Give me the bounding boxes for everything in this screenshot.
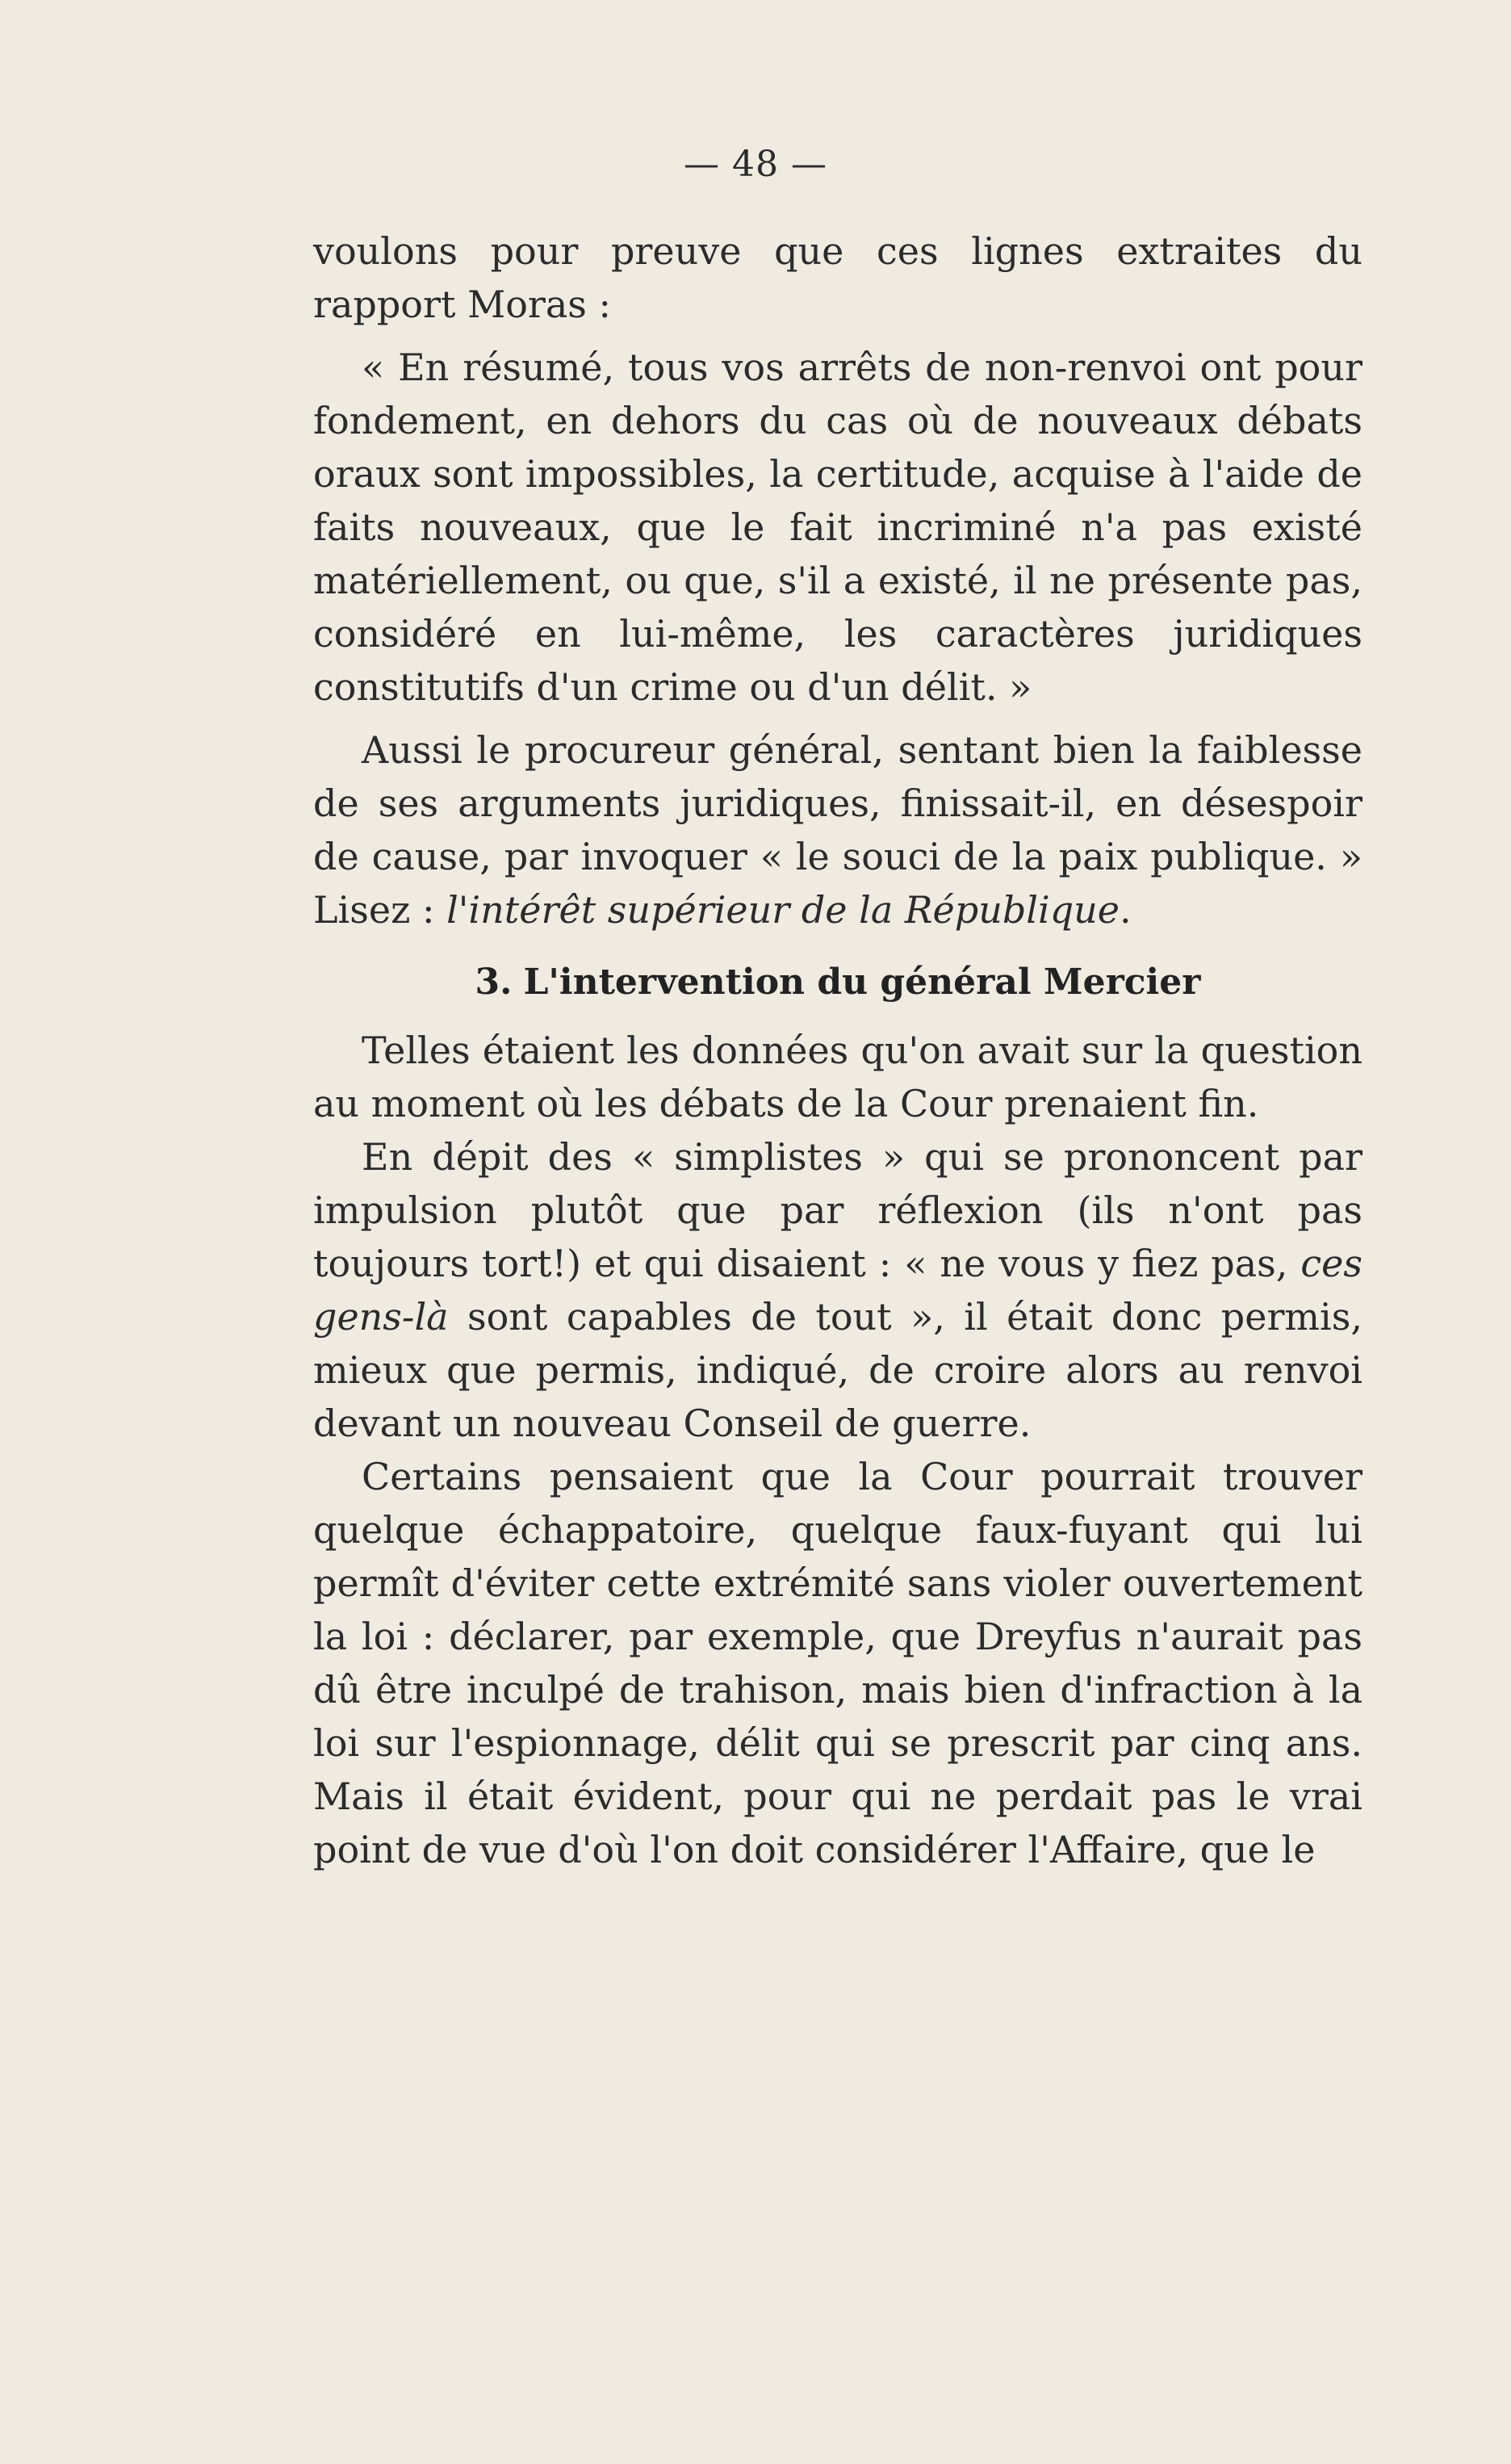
paragraph-2-quote: « En résumé, tous vos arrêts de non-renvoi ont pour fondement, en dehors du cas où de nouveaux débats oraux sont impossibles, la certitude, acquise à l'aide de faits nouveaux, que le fait incriminé n'a pas existé matériellement, ou que, s'il a existé, il ne présente pas, considéré en lui-même, les caractères juridiques constitutifs d'un crime ou d'un délit. »: [313, 346, 1362, 709]
section-title: L'intervention du général Mercier: [523, 962, 1201, 1003]
section-number: 3.: [475, 962, 513, 1003]
paragraph-5-italic: ces gens-là: [313, 1242, 1362, 1339]
page-number: — 48 —: [684, 144, 827, 185]
section-heading: [313, 956, 1362, 1009]
paragraph-5-end: sont capables de tout », il était donc permis, mieux que permis, indiqué, de croire alors au renvoi devant un nouveau Conseil de guerre.: [313, 1295, 1362, 1445]
paragraph-3-italic: l'intérêt supérieur de la République: [446, 888, 1120, 932]
paragraph-1: voulons pour preuve que ces lignes extraites du rapport Moras :: [313, 229, 1362, 326]
paragraph-5: [313, 1130, 1362, 1450]
paragraph-3-text: Aussi le procureur général, sentant bien la faiblesse de ses arguments juridiques, finissait-il, en désespoir de cause, par invoquer « le souci de la paix publique. » Lisez :: [313, 728, 1362, 932]
paragraph-6: Certains pensaient que la Cour pourrait trouver quelque échappatoire, quelque faux-fuyant qui lui permît d'éviter cette extrémité sans violer ouvertement la loi : déclarer, par exemple, que Dreyfus n'aurait pas dû être inculpé de trahison, mais bien d'infraction à la loi sur l'espionnage, délit qui se prescrit par cinq ans. Mais il était évident, pour qui ne perdait pas le vrai point de vue d'où l'on doit considérer l'Affaire, que le: [313, 1455, 1362, 1871]
paragraph-3-end: .: [1120, 888, 1132, 932]
paragraph-5-text: En dépit des « simplistes » qui se prononcent par impulsion plutôt que par réflexion (ils n'ont pas toujours tort!) et qui disaient : « ne vous y fiez pas,: [313, 1135, 1362, 1285]
paragraph-4: Telles étaient les données qu'on avait sur la question au moment où les débats de la Cour prenaient fin.: [313, 1029, 1362, 1125]
paragraph-3: [313, 723, 1362, 937]
body-text: [313, 224, 1362, 1876]
